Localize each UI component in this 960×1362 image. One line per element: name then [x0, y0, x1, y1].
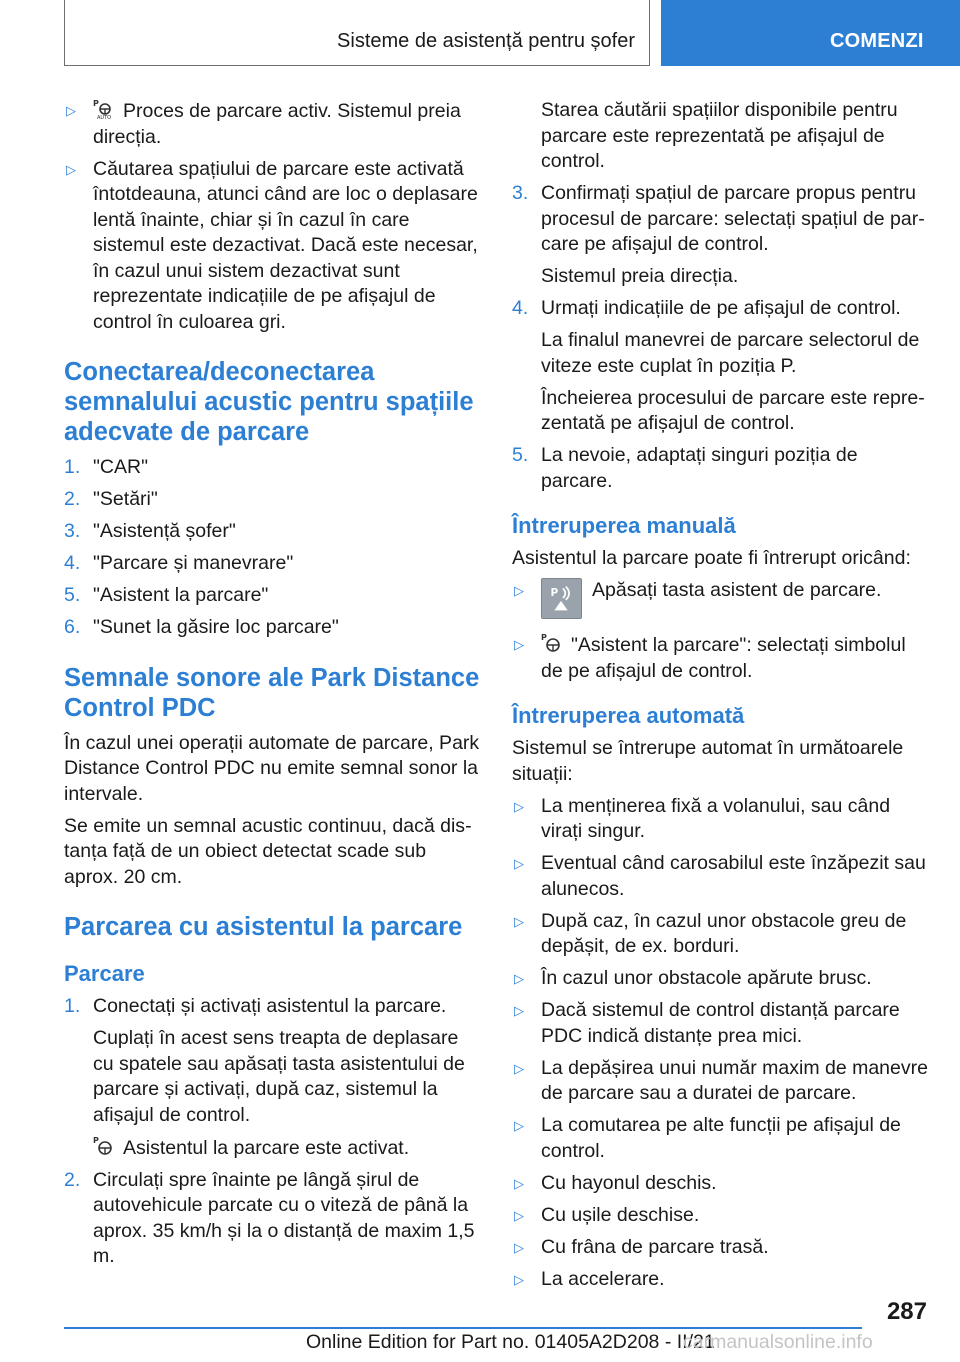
parking-assistant-icon: [541, 632, 563, 654]
edition-text: Online Edition for Part no. 01405A2D208 - II/21: [306, 1331, 715, 1353]
list-item-text: La accelerare.: [541, 1267, 665, 1290]
step-detail: Încheierea procesului de parcare este reprezentată pe afișajul de control.: [541, 386, 925, 434]
list-item: [512, 1267, 928, 1293]
list-item-text: "Asistent la parcare": selectați simbolul de pe afișajul de control.: [541, 634, 906, 682]
step-detail: Sistemul preia direcția.: [541, 265, 739, 287]
step-item: [512, 296, 928, 322]
step-number: 3.: [512, 182, 529, 204]
page-header: [0, 0, 960, 66]
list-item-text: La depășirea unui număr maxim de manevre de parcare sau a duratei de parcare.: [541, 1056, 928, 1104]
step-text: "Asistent la parcare": [93, 584, 269, 606]
svg-text:P: P: [93, 1135, 99, 1145]
step-text: "Asistență șofer": [93, 520, 236, 542]
step-number: 3.: [64, 520, 81, 542]
triangle-bullet-icon: ▷: [514, 971, 524, 986]
triangle-bullet-icon: ▷: [514, 637, 524, 652]
step-number: 5.: [512, 444, 529, 466]
step-text: Circulați spre înainte pe lângă șirul de autovehicule parcate cu o viteză de până la aprox. 35 km/h și la o distanță de maxim 1,5 m.: [93, 1168, 475, 1267]
list-item-text: În cazul unor obstacole apărute brusc.: [541, 967, 872, 989]
step-number: 2.: [64, 488, 81, 510]
chapter-tab-label: COMENZI: [830, 30, 924, 52]
list-item-text: Cu hayonul deschis.: [541, 1171, 717, 1194]
list-item: [512, 794, 928, 845]
list-item-text: Cu ușile deschise.: [541, 1203, 700, 1226]
step-text: La nevoie, adaptați singuri poziția de parcare.: [541, 444, 858, 492]
watermark: carmanualsonline.info: [683, 1331, 873, 1353]
heading-acoustic-signal: Conectarea/deconectarea semnalului acustic pentru spațiile adecvate de parcare: [64, 358, 474, 446]
triangle-bullet-icon: ▷: [514, 1175, 524, 1191]
step-item: [64, 487, 480, 513]
triangle-bullet-icon: ▷: [514, 1207, 524, 1223]
step-item: [64, 1168, 480, 1270]
step-number: 1.: [64, 456, 81, 478]
step-item: [64, 994, 480, 1020]
list-item-text: Apăsați tasta asistent de parcare.: [592, 579, 882, 601]
step-text: Conectați și activați asistentul la parcare.: [93, 995, 447, 1017]
subheading-parking: Parcare: [64, 961, 145, 986]
left-column: [64, 98, 480, 1276]
list-item-text: Dacă sistemul de control distanță parcare PDC indică distanțe prea mici.: [541, 999, 900, 1047]
list-item: [512, 998, 928, 1049]
step-item: [64, 615, 480, 641]
svg-text:AUTO: AUTO: [97, 115, 112, 120]
paragraph: Se emite un semnal acustic continuu, dacă distanța față de un obiect detectat scade sub aprox. 20 cm.: [64, 814, 472, 888]
svg-text:P: P: [550, 587, 559, 600]
right-column: [512, 98, 928, 1299]
svg-text:P: P: [93, 99, 99, 108]
paragraph: În cazul unei operații automate de parcare, Park Distance Control PDC nu emite semnal sonor la intervale.: [64, 731, 480, 805]
chapter-tab: [661, 0, 960, 66]
list-item-text: Cu frâna de parcare trasă.: [541, 1235, 769, 1258]
triangle-bullet-icon: ▷: [66, 161, 76, 177]
step-detail: Starea căutării spațiilor disponibile pentru parcare este reprezentată pe afișajul de control.: [541, 99, 898, 172]
list-item-text: Eventual când carosabilul este înzăpezit sau alunecos.: [541, 852, 926, 900]
step-number: 6.: [64, 616, 81, 638]
step-text: "Parcare și manevrare": [93, 552, 294, 574]
parking-assistant-auto-icon: [93, 98, 115, 120]
step-detail: [64, 1135, 480, 1162]
list-item-text: Proces de parcare activ. Sistemul preia direcția.: [93, 100, 461, 148]
triangle-bullet-icon: ▷: [514, 913, 524, 929]
triangle-bullet-icon: ▷: [514, 1003, 524, 1018]
heading-pdc-signals: Semnale sonore ale Park Distance Control PDC: [64, 663, 480, 722]
page-number: 287: [886, 1298, 927, 1325]
heading-parking-assistant: Parcarea cu asistentul la parcare: [64, 913, 463, 941]
step-number: 1.: [64, 995, 81, 1017]
list-item: [512, 578, 928, 626]
list-item: [512, 909, 928, 960]
triangle-bullet-icon: ▷: [514, 583, 524, 598]
triangle-bullet-icon: ▷: [514, 856, 524, 871]
step-item: [64, 455, 480, 481]
step-number: 2.: [64, 1168, 81, 1191]
paragraph: Sistemul se întrerupe automat în următoarele situații:: [512, 737, 904, 785]
step-text: "Sunet la găsire loc parcare": [93, 616, 339, 638]
step-item: [64, 583, 480, 609]
list-item: [512, 966, 928, 992]
list-item: [512, 1203, 928, 1229]
footer-divider: [64, 1327, 862, 1329]
step-text: Urmați indicațiile de pe afișajul de control.: [541, 297, 901, 319]
parking-assistant-button-icon: [541, 578, 582, 619]
list-item: [512, 632, 928, 684]
list-item-text: La comutarea pe alte funcții pe afișajul de control.: [541, 1114, 901, 1162]
triangle-bullet-icon: ▷: [66, 103, 76, 118]
step-number: 4.: [64, 552, 81, 574]
step-detail-text: Asistentul la parcare este activat.: [123, 1136, 410, 1159]
list-item-text: După caz, în cazul unor obstacole greu de depășit, de ex. borduri.: [541, 909, 907, 957]
svg-text:P: P: [541, 633, 547, 642]
list-item: [512, 1235, 928, 1261]
triangle-bullet-icon: ▷: [514, 1239, 524, 1255]
section-title: Sisteme de asistență pentru șofer: [337, 30, 635, 52]
step-number: 4.: [512, 297, 529, 319]
triangle-bullet-icon: ▷: [514, 1060, 524, 1076]
section-title-box: [64, 0, 650, 66]
step-item: [512, 443, 928, 494]
subheading-manual-interrupt: Întreruperea manuală: [512, 513, 736, 538]
step-text: "CAR": [93, 456, 149, 478]
list-item: [512, 851, 928, 902]
triangle-bullet-icon: ▷: [514, 1271, 524, 1287]
list-item: [512, 1171, 928, 1197]
parking-assistant-icon: [93, 1135, 115, 1157]
step-item: [64, 519, 480, 545]
subheading-auto-interrupt: Întreruperea automată: [512, 703, 745, 728]
list-item: [512, 1113, 928, 1164]
paragraph: Asistentul la parcare poate fi întrerupt oricând:: [512, 547, 911, 569]
step-text: Confirmați spațiul de parcare propus pentru procesul de parcare: selectați spațiul de parcare pe afișajul de control.: [541, 182, 925, 255]
triangle-bullet-icon: ▷: [514, 798, 524, 814]
triangle-bullet-icon: ▷: [514, 1118, 524, 1133]
step-text: "Setări": [93, 488, 158, 510]
list-item: [512, 1056, 928, 1107]
list-item: [64, 157, 480, 336]
step-detail: Cuplați în acest sens treapta de deplasare cu spatele sau apăsați tasta asistentului de parcare și activați, după caz, sistemul la afișajul de control.: [93, 1027, 465, 1126]
step-item: [512, 181, 928, 258]
list-item-text: La menținerea fixă a volanului, sau când virați singur.: [541, 794, 891, 842]
list-item: [64, 98, 480, 150]
list-item-text: Căutarea spațiului de parcare este activată întotdeauna, atunci când are loc o deplasare lentă înainte, chiar și în cazul în care sistemul este dezactivat. Dacă este necesar, în cazul unui sistem dezactivat sunt reprezentate indicațiile de pe afișajul de control în culoarea gri.: [93, 157, 478, 333]
step-detail: La finalul manevrei de parcare selectorul de viteze este cuplat în poziția P.: [541, 329, 920, 377]
step-item: [64, 551, 480, 577]
step-number: 5.: [64, 584, 81, 606]
